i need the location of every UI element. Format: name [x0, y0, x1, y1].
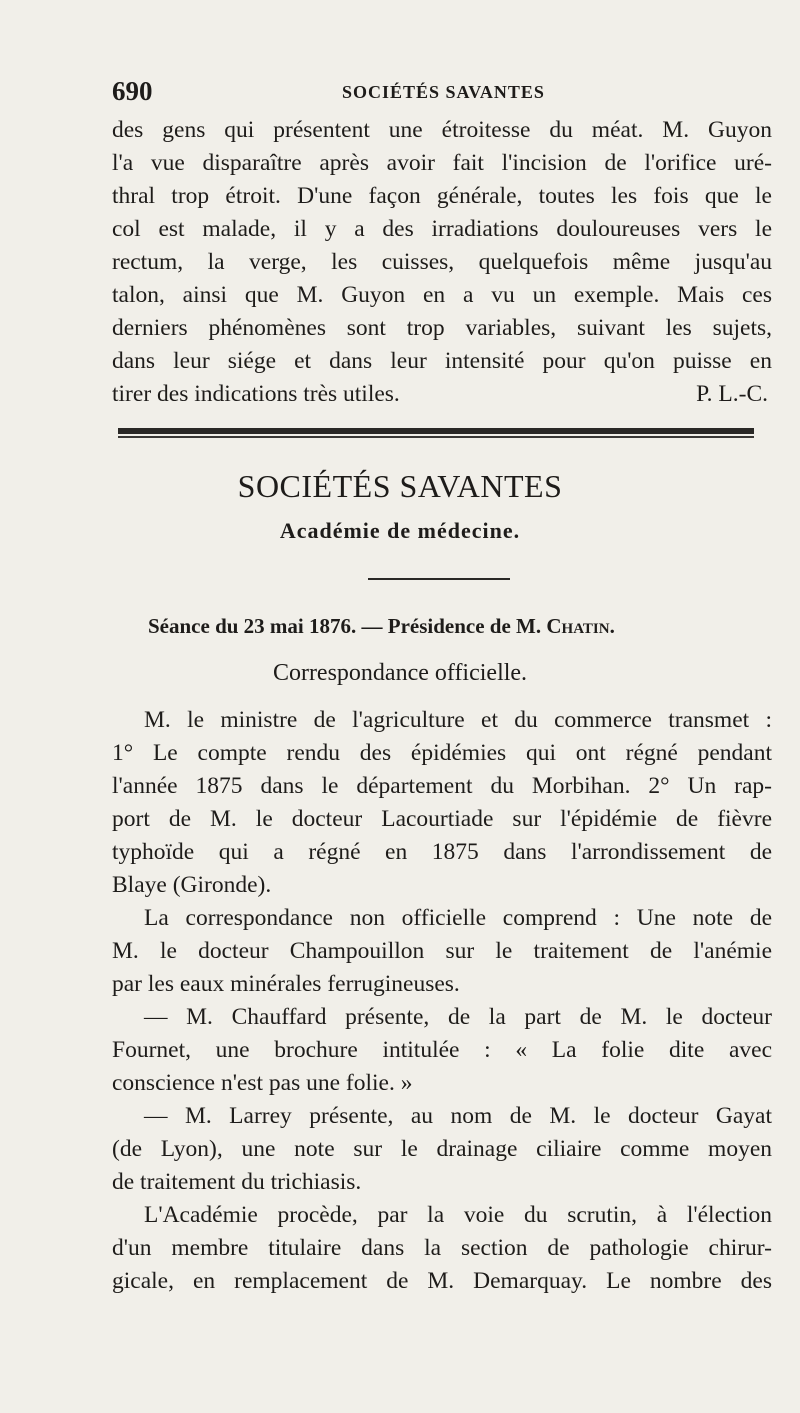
text-line: de traitement du trichiasis. [112, 1169, 362, 1195]
text-line: des gens qui présentent une étroitesse du méat. M. Guyon [112, 117, 772, 143]
text-line: derniers phénomènes sont trop variables, suivant les sujets, [112, 315, 772, 341]
text-line: l'année 1875 dans le département du Morbihan. 2° Un rap- [112, 773, 772, 799]
section-divider [118, 428, 754, 434]
text-line: thral trop étroit. D'une façon générale, toutes les fois que le [112, 183, 772, 209]
section-title: SOCIÉTÉS SAVANTES [237, 468, 563, 504]
text-line: — M. Chauffard présente, de la part de M. le docteur [144, 1004, 772, 1030]
academy-heading: Académie de médecine. [279, 518, 521, 543]
text-line: par les eaux minérales ferrugineuses. [112, 971, 460, 997]
page-header [112, 76, 772, 112]
text-line: conscience n'est pas une folie. » [112, 1070, 413, 1096]
seance-heading [148, 614, 758, 639]
text-line: l'a vue disparaître après avoir fait l'incision de l'orifice uré- [112, 150, 772, 176]
short-rule [368, 578, 510, 580]
top-paragraph [112, 114, 772, 411]
text-line: M. le docteur Champouillon sur le traitement de l'anémie [112, 938, 772, 964]
text-line: M. le ministre de l'agriculture et du commerce transmet : [144, 707, 772, 733]
text-line: 1° Le compte rendu des épidémies qui ont régné pendant [112, 740, 772, 766]
subheading: Correspondance officielle. [272, 660, 528, 686]
text-line: tirer des indications très utiles. [112, 381, 400, 407]
page-number: 690 [112, 76, 153, 106]
text-line: port de M. le docteur Lacourtiade sur l'épidémie de fièvre [112, 806, 772, 832]
text-line: gicale, en remplacement de M. Demarquay. Le nombre des [112, 1268, 772, 1294]
running-head: SOCIÉTÉS SAVANTES [342, 82, 545, 102]
text-line: dans leur siége et dans leur intensité pour qu'on puisse en [112, 348, 772, 374]
text-line: (de Lyon), une note sur le drainage ciliaire comme moyen [112, 1136, 772, 1162]
president-name: Chatin. [546, 614, 615, 638]
text-line: typhoïde qui a régné en 1875 dans l'arrondissement de [112, 839, 772, 865]
text-line: Blaye (Gironde). [112, 872, 272, 898]
text-line: Fournet, une brochure intitulée : « La folie dite avec [112, 1037, 772, 1063]
text-line: L'Académie procède, par la voie du scrutin, à l'élection [144, 1202, 772, 1228]
text-line: rectum, la verge, les cuisses, quelquefois même jusqu'au [112, 249, 772, 275]
text-line: La correspondance non officielle comprend : Une note de [144, 905, 772, 931]
author-signature: P. L.-C. [696, 381, 768, 407]
text-line: talon, ainsi que M. Guyon en a vu un exemple. Mais ces [112, 282, 772, 308]
text-line: — M. Larrey présente, au nom de M. le docteur Gayat [144, 1103, 772, 1129]
text-line: d'un membre titulaire dans la section de pathologie chirur- [112, 1235, 772, 1261]
text-line: col est malade, il y a des irradiations douloureuses vers le [112, 216, 772, 242]
closing-line [112, 378, 772, 411]
section-divider-thin [118, 436, 754, 438]
body-text [112, 704, 772, 1298]
seance-text: Séance du 23 mai 1876. — Présidence de M. [148, 614, 547, 638]
